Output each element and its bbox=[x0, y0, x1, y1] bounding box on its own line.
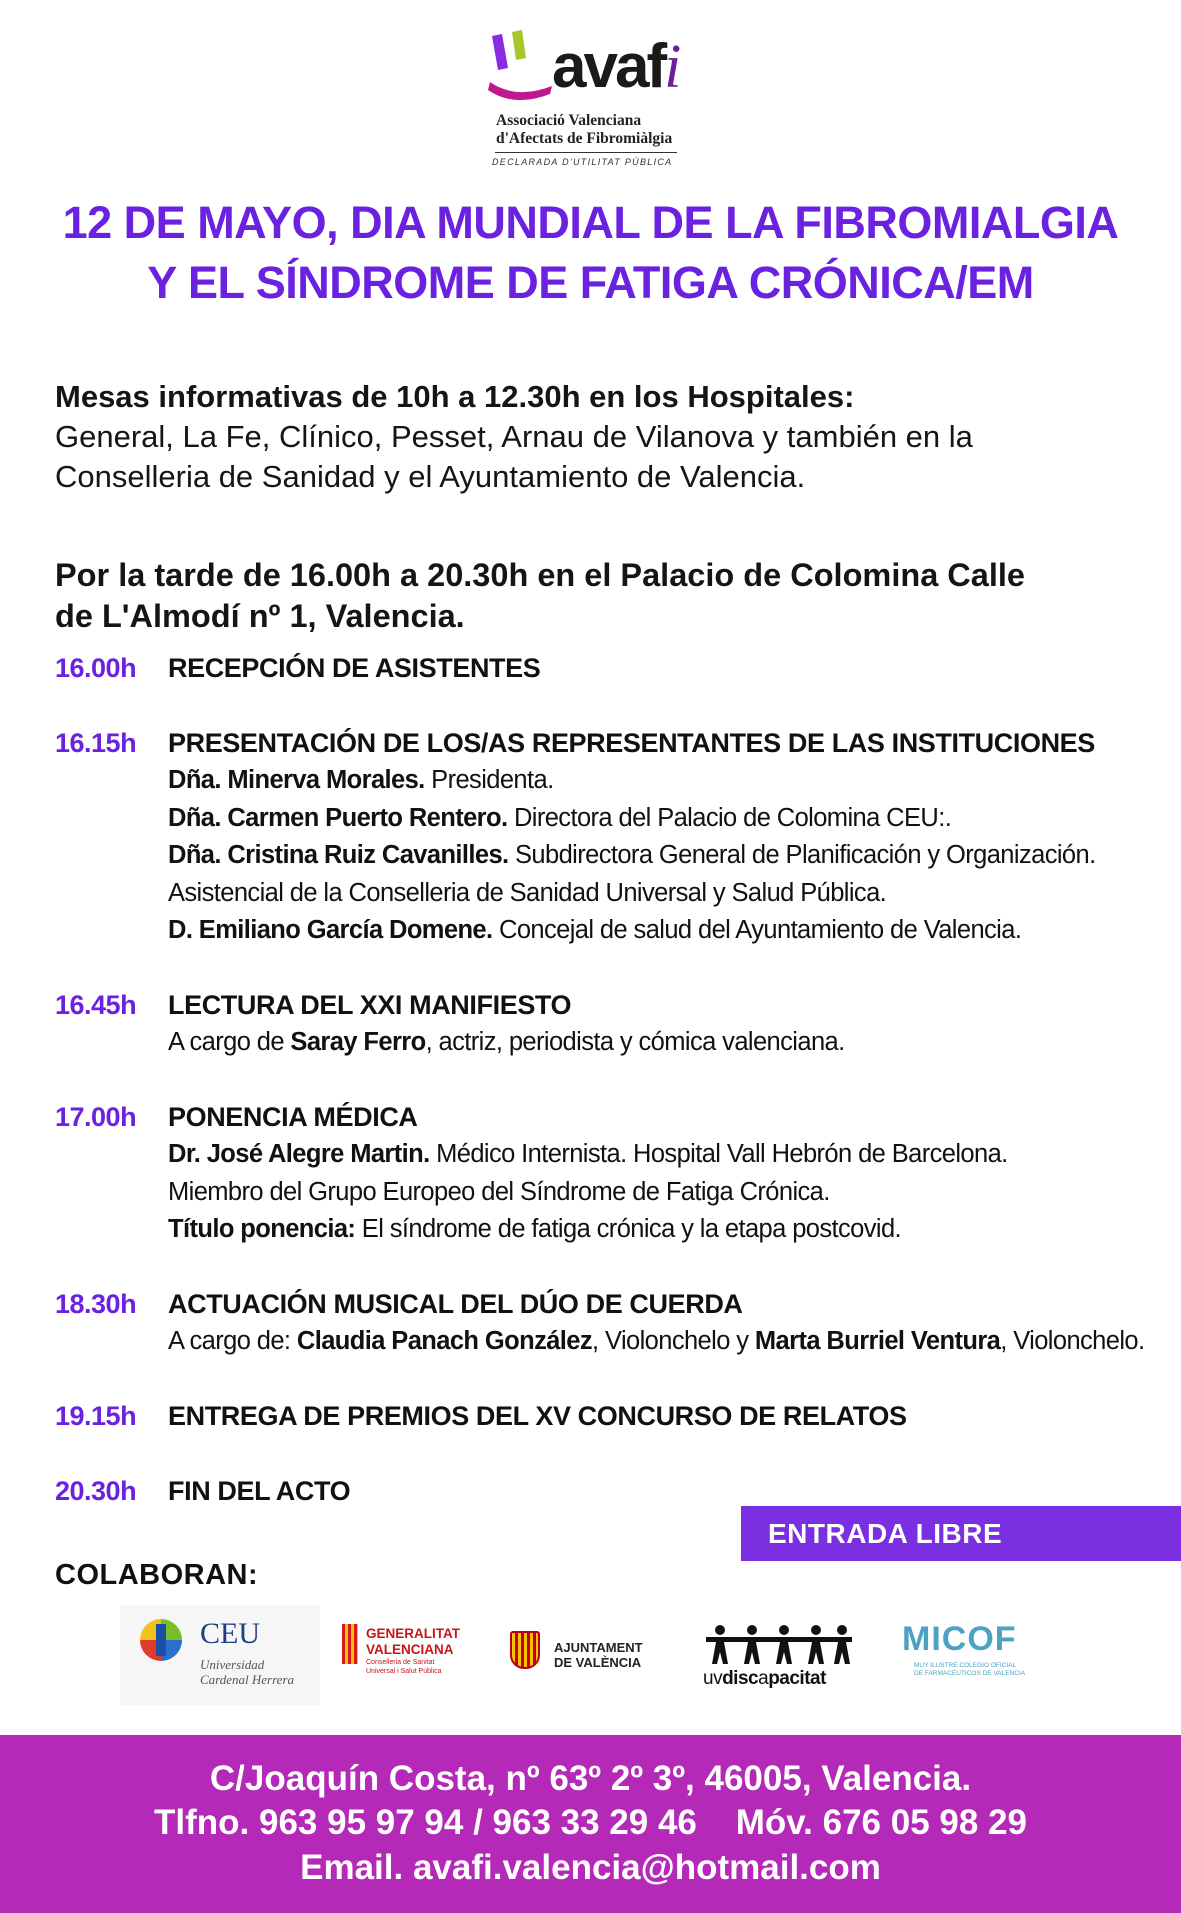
footer-address: C/Joaquín Costa, nº 63º 2º 3º, 46005, Valencia. bbox=[209, 1759, 972, 1798]
logo-association-name-line2: d'Afectats de Fibromiàlgia bbox=[496, 130, 673, 147]
sponsor-uv-discapacitat-logo bbox=[700, 1620, 860, 1695]
intro-morning-line3: Conselleria de Sanidad y el Ayuntamiento de Valencia. bbox=[55, 459, 806, 494]
schedule-time: 19.15h bbox=[55, 1401, 137, 1431]
free-entry-badge: ENTRADA LIBRE bbox=[741, 1506, 1181, 1561]
generalitat-subtitle: Conselleria de Sanitat Universal i Salut Pública bbox=[366, 1659, 442, 1675]
intro-morning bbox=[55, 377, 1145, 497]
schedule-heading: FIN DEL ACTO bbox=[168, 1476, 351, 1506]
schedule-detail-line: Dña. Carmen Puerto Rentero. Directora del Palacio de Colomina CEU:. bbox=[168, 803, 952, 832]
page-title bbox=[0, 193, 1181, 313]
footer-phones: Tlfno. 963 95 97 94 / 963 33 29 46 Móv. 676 05 98 29 bbox=[154, 1803, 1027, 1842]
schedule-detail-line: A cargo de Saray Ferro, actriz, periodista y cómica valenciana. bbox=[168, 1028, 845, 1056]
micof-subtitle: MUY ILUSTRE COLEGIO OFICIAL DE FARMACÉUTICOS DE VALENCIA bbox=[914, 1662, 1026, 1677]
schedule-heading: ACTUACIÓN MUSICAL DEL DÚO DE CUERDA bbox=[168, 1289, 743, 1319]
logo-declared-text: DECLARADA D'UTILITAT PÚBLICA bbox=[492, 157, 673, 167]
intro-morning-line2: General, La Fe, Clínico, Pesset, Arnau de Vilanova y también en la bbox=[55, 419, 973, 454]
schedule-detail-line: Dña. Minerva Morales. Presidenta. bbox=[168, 766, 554, 794]
uv-discapacitat-name: uvdiscapacitat bbox=[703, 1668, 826, 1689]
schedule-detail-line: Dña. Cristina Ruiz Cavanilles. Subdirectora General de Planificación y Organización. bbox=[168, 841, 1096, 869]
people-figures-icon bbox=[704, 1624, 854, 1666]
schedule-detail-line: Miembro del Grupo Europeo del Síndrome de Fatiga Crónica. bbox=[168, 1177, 830, 1206]
schedule-heading: PRESENTACIÓN DE LOS/AS REPRESENTANTES DE LAS INSTITUCIONES bbox=[168, 728, 1095, 758]
micof-name: MICOF bbox=[902, 1620, 1017, 1658]
schedule-time: 20.30h bbox=[55, 1476, 137, 1506]
schedule-detail-line: D. Emiliano García Domene. Concejal de salud del Ayuntamiento de Valencia. bbox=[168, 916, 1022, 944]
ajuntament-shield-icon bbox=[510, 1631, 540, 1669]
sponsor-micof-logo bbox=[900, 1620, 1040, 1690]
logo-wordmark: avafi bbox=[552, 32, 679, 101]
schedule-time: 17.00h bbox=[55, 1102, 137, 1132]
ajuntament-name: AJUNTAMENT DE VALÈNCIA bbox=[554, 1640, 643, 1670]
schedule-heading: LECTURA DEL XXI MANIFIESTO bbox=[168, 990, 572, 1020]
generalitat-name: GENERALITAT VALENCIANA bbox=[366, 1626, 460, 1657]
schedule-heading: RECEPCIÓN DE ASISTENTES bbox=[168, 653, 541, 683]
schedule-detail-line: A cargo de: Claudia Panach González, Violonchelo y Marta Burriel Ventura, Violonchelo. bbox=[168, 1327, 1145, 1355]
avafi-logo bbox=[480, 22, 700, 172]
ceu-emblem-icon bbox=[140, 1619, 182, 1661]
sponsors-label: COLABORAN: bbox=[55, 1559, 259, 1591]
sponsor-ceu-logo bbox=[120, 1605, 320, 1705]
intro-afternoon bbox=[55, 555, 1145, 637]
schedule-time: 16.15h bbox=[55, 728, 137, 758]
sponsor-ajuntament-logo bbox=[508, 1625, 658, 1685]
schedule-heading: PONENCIA MÉDICA bbox=[168, 1102, 418, 1132]
logo-association-name-line1: Associació Valenciana bbox=[496, 112, 642, 129]
title-line1: 12 DE MAYO, DIA MUNDIAL DE LA FIBROMIALGIA bbox=[62, 197, 1119, 248]
ceu-name: CEU bbox=[200, 1617, 260, 1650]
schedule-heading: ENTREGA DE PREMIOS DEL XV CONCURSO DE RELATOS bbox=[168, 1401, 907, 1431]
schedule-detail-line: Asistencial de la Conselleria de Sanidad Universal y Salud Pública. bbox=[168, 878, 887, 907]
schedule-time: 16.45h bbox=[55, 990, 137, 1020]
intro-afternoon-line2: de L'Almodí nº 1, Valencia. bbox=[55, 598, 465, 634]
schedule-detail-line: Dr. José Alegre Martin. Médico Internista. Hospital Vall Hebrón de Barcelona. bbox=[168, 1140, 1008, 1168]
schedule-time: 18.30h bbox=[55, 1289, 137, 1319]
title-line2: Y EL SÍNDROME DE FATIGA CRÓNICA/EM bbox=[147, 257, 1034, 308]
intro-morning-heading: Mesas informativas de 10h a 12.30h en los Hospitales: bbox=[55, 379, 855, 414]
footer-email: Email. avafi.valencia@hotmail.com bbox=[300, 1848, 881, 1887]
ceu-subtitle: Universidad Cardenal Herrera bbox=[200, 1657, 295, 1687]
intro-afternoon-line1: Por la tarde de 16.00h a 20.30h en el Palacio de Colomina Calle bbox=[55, 557, 1025, 593]
schedule-time: 16.00h bbox=[55, 653, 137, 683]
logo-divider bbox=[495, 152, 677, 153]
contact-footer bbox=[0, 1735, 1181, 1913]
sponsor-generalitat-logo bbox=[338, 1620, 468, 1690]
generalitat-flag-icon bbox=[342, 1624, 358, 1664]
schedule-detail-line: Título ponencia: El síndrome de fatiga crónica y la etapa postcovid. bbox=[168, 1215, 902, 1243]
